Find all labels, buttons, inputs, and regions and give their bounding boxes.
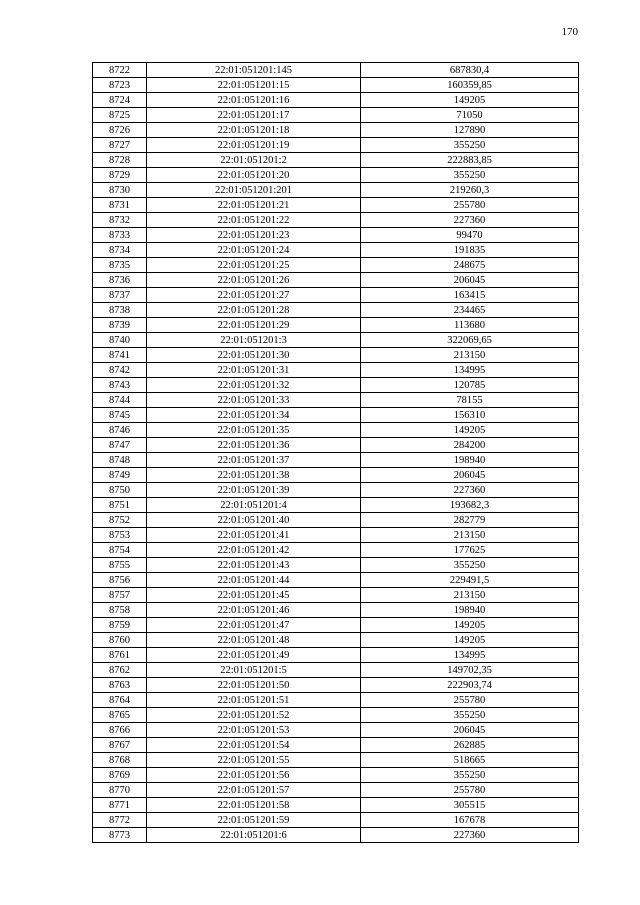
cadastral-number-cell: 22:01:051201:5 xyxy=(147,663,361,678)
row-number-cell: 8757 xyxy=(93,588,147,603)
cadastral-number-cell: 22:01:051201:46 xyxy=(147,603,361,618)
cadastral-number-cell: 22:01:051201:17 xyxy=(147,108,361,123)
cadastral-number-cell: 22:01:051201:49 xyxy=(147,648,361,663)
value-cell: 149205 xyxy=(361,93,579,108)
cadastral-number-cell: 22:01:051201:28 xyxy=(147,303,361,318)
value-cell: 262885 xyxy=(361,738,579,753)
cadastral-number-cell: 22:01:051201:43 xyxy=(147,558,361,573)
value-cell: 355250 xyxy=(361,168,579,183)
table-row xyxy=(93,423,579,438)
table-row xyxy=(93,783,579,798)
row-number-cell: 8739 xyxy=(93,318,147,333)
table-row xyxy=(93,483,579,498)
table-row xyxy=(93,168,579,183)
value-cell: 149702,35 xyxy=(361,663,579,678)
row-number-cell: 8753 xyxy=(93,528,147,543)
row-number-cell: 8756 xyxy=(93,573,147,588)
row-number-cell: 8760 xyxy=(93,633,147,648)
value-cell: 213150 xyxy=(361,588,579,603)
cadastral-number-cell: 22:01:051201:34 xyxy=(147,408,361,423)
cadastral-number-cell: 22:01:051201:59 xyxy=(147,813,361,828)
row-number-cell: 8741 xyxy=(93,348,147,363)
cadastral-number-cell: 22:01:051201:31 xyxy=(147,363,361,378)
value-cell: 71050 xyxy=(361,108,579,123)
table-row xyxy=(93,768,579,783)
table-row xyxy=(93,318,579,333)
cadastral-number-cell: 22:01:051201:58 xyxy=(147,798,361,813)
table-row xyxy=(93,618,579,633)
row-number-cell: 8743 xyxy=(93,378,147,393)
value-cell: 284200 xyxy=(361,438,579,453)
value-cell: 355250 xyxy=(361,768,579,783)
cadastral-number-cell: 22:01:051201:2 xyxy=(147,153,361,168)
row-number-cell: 8740 xyxy=(93,333,147,348)
value-cell: 163415 xyxy=(361,288,579,303)
page-number: 170 xyxy=(561,26,578,38)
cadastral-number-cell: 22:01:051201:18 xyxy=(147,123,361,138)
value-cell: 213150 xyxy=(361,528,579,543)
cadastral-number-cell: 22:01:051201:47 xyxy=(147,618,361,633)
table-row xyxy=(93,633,579,648)
row-number-cell: 8770 xyxy=(93,783,147,798)
table-row xyxy=(93,438,579,453)
row-number-cell: 8767 xyxy=(93,738,147,753)
row-number-cell: 8771 xyxy=(93,798,147,813)
row-number-cell: 8755 xyxy=(93,558,147,573)
table-row xyxy=(93,528,579,543)
cadastral-number-cell: 22:01:051201:25 xyxy=(147,258,361,273)
value-cell: 127890 xyxy=(361,123,579,138)
cadastral-number-cell: 22:01:051201:21 xyxy=(147,198,361,213)
cadastral-number-cell: 22:01:051201:36 xyxy=(147,438,361,453)
cadastral-number-cell: 22:01:051201:30 xyxy=(147,348,361,363)
table-row xyxy=(93,813,579,828)
row-number-cell: 8742 xyxy=(93,363,147,378)
value-cell: 229491,5 xyxy=(361,573,579,588)
cadastral-number-cell: 22:01:051201:22 xyxy=(147,213,361,228)
cadastral-number-cell: 22:01:051201:38 xyxy=(147,468,361,483)
row-number-cell: 8754 xyxy=(93,543,147,558)
row-number-cell: 8736 xyxy=(93,273,147,288)
table-row xyxy=(93,828,579,843)
row-number-cell: 8765 xyxy=(93,708,147,723)
table-row xyxy=(93,243,579,258)
value-cell: 177625 xyxy=(361,543,579,558)
value-cell: 149205 xyxy=(361,633,579,648)
cadastral-number-cell: 22:01:051201:201 xyxy=(147,183,361,198)
row-number-cell: 8727 xyxy=(93,138,147,153)
table-row xyxy=(93,348,579,363)
value-cell: 167678 xyxy=(361,813,579,828)
table-row xyxy=(93,663,579,678)
cadastral-number-cell: 22:01:051201:20 xyxy=(147,168,361,183)
cadastral-number-cell: 22:01:051201:4 xyxy=(147,498,361,513)
cadastral-number-cell: 22:01:051201:39 xyxy=(147,483,361,498)
table-row xyxy=(93,213,579,228)
row-number-cell: 8738 xyxy=(93,303,147,318)
cadastral-number-cell: 22:01:051201:37 xyxy=(147,453,361,468)
cadastral-number-cell: 22:01:051201:41 xyxy=(147,528,361,543)
value-cell: 198940 xyxy=(361,603,579,618)
row-number-cell: 8752 xyxy=(93,513,147,528)
table-row xyxy=(93,273,579,288)
row-number-cell: 8731 xyxy=(93,198,147,213)
value-cell: 120785 xyxy=(361,378,579,393)
row-number-cell: 8737 xyxy=(93,288,147,303)
cadastral-number-cell: 22:01:051201:57 xyxy=(147,783,361,798)
cadastral-number-cell: 22:01:051201:19 xyxy=(147,138,361,153)
row-number-cell: 8728 xyxy=(93,153,147,168)
table-row xyxy=(93,588,579,603)
cadastral-number-cell: 22:01:051201:42 xyxy=(147,543,361,558)
value-cell: 222903,74 xyxy=(361,678,579,693)
row-number-cell: 8763 xyxy=(93,678,147,693)
row-number-cell: 8730 xyxy=(93,183,147,198)
cadastral-number-cell: 22:01:051201:32 xyxy=(147,378,361,393)
table-row xyxy=(93,228,579,243)
row-number-cell: 8747 xyxy=(93,438,147,453)
row-number-cell: 8724 xyxy=(93,93,147,108)
table-row xyxy=(93,63,579,78)
table-row xyxy=(93,453,579,468)
table-row xyxy=(93,303,579,318)
value-cell: 99470 xyxy=(361,228,579,243)
row-number-cell: 8768 xyxy=(93,753,147,768)
table-body xyxy=(93,63,579,843)
cadastral-number-cell: 22:01:051201:3 xyxy=(147,333,361,348)
cadastral-number-cell: 22:01:051201:40 xyxy=(147,513,361,528)
cadastral-number-cell: 22:01:051201:44 xyxy=(147,573,361,588)
value-cell: 234465 xyxy=(361,303,579,318)
value-cell: 206045 xyxy=(361,273,579,288)
row-number-cell: 8751 xyxy=(93,498,147,513)
value-cell: 305515 xyxy=(361,798,579,813)
value-cell: 149205 xyxy=(361,618,579,633)
value-cell: 227360 xyxy=(361,483,579,498)
row-number-cell: 8761 xyxy=(93,648,147,663)
table-row xyxy=(93,678,579,693)
cadastral-number-cell: 22:01:051201:45 xyxy=(147,588,361,603)
value-cell: 78155 xyxy=(361,393,579,408)
table-row xyxy=(93,798,579,813)
row-number-cell: 8758 xyxy=(93,603,147,618)
cadastral-number-cell: 22:01:051201:55 xyxy=(147,753,361,768)
row-number-cell: 8729 xyxy=(93,168,147,183)
row-number-cell: 8748 xyxy=(93,453,147,468)
table-row xyxy=(93,693,579,708)
table-row xyxy=(93,93,579,108)
cadastral-number-cell: 22:01:051201:23 xyxy=(147,228,361,243)
value-cell: 255780 xyxy=(361,783,579,798)
table-row xyxy=(93,198,579,213)
row-number-cell: 8749 xyxy=(93,468,147,483)
value-cell: 149205 xyxy=(361,423,579,438)
table-row xyxy=(93,183,579,198)
value-cell: 134995 xyxy=(361,363,579,378)
value-cell: 518665 xyxy=(361,753,579,768)
row-number-cell: 8735 xyxy=(93,258,147,273)
table-row xyxy=(93,558,579,573)
table-row xyxy=(93,573,579,588)
table-row xyxy=(93,258,579,273)
row-number-cell: 8732 xyxy=(93,213,147,228)
row-number-cell: 8725 xyxy=(93,108,147,123)
row-number-cell: 8723 xyxy=(93,78,147,93)
row-number-cell: 8764 xyxy=(93,693,147,708)
value-cell: 355250 xyxy=(361,708,579,723)
row-number-cell: 8769 xyxy=(93,768,147,783)
cadastral-number-cell: 22:01:051201:53 xyxy=(147,723,361,738)
table-row xyxy=(93,78,579,93)
table-row xyxy=(93,603,579,618)
value-cell: 227360 xyxy=(361,828,579,843)
cadastral-number-cell: 22:01:051201:27 xyxy=(147,288,361,303)
value-cell: 248675 xyxy=(361,258,579,273)
cadastral-number-cell: 22:01:051201:6 xyxy=(147,828,361,843)
value-cell: 322069,65 xyxy=(361,333,579,348)
table-row xyxy=(93,708,579,723)
value-cell: 160359,85 xyxy=(361,78,579,93)
table-row xyxy=(93,468,579,483)
value-cell: 219260,3 xyxy=(361,183,579,198)
table-row xyxy=(93,543,579,558)
row-number-cell: 8733 xyxy=(93,228,147,243)
table-row xyxy=(93,363,579,378)
table-row xyxy=(93,513,579,528)
table-row xyxy=(93,393,579,408)
value-cell: 213150 xyxy=(361,348,579,363)
value-cell: 191835 xyxy=(361,243,579,258)
row-number-cell: 8766 xyxy=(93,723,147,738)
table-row xyxy=(93,108,579,123)
value-cell: 198940 xyxy=(361,453,579,468)
cadastral-number-cell: 22:01:051201:15 xyxy=(147,78,361,93)
cadastral-number-cell: 22:01:051201:54 xyxy=(147,738,361,753)
row-number-cell: 8762 xyxy=(93,663,147,678)
row-number-cell: 8772 xyxy=(93,813,147,828)
row-number-cell: 8722 xyxy=(93,63,147,78)
table-row xyxy=(93,378,579,393)
value-cell: 355250 xyxy=(361,558,579,573)
value-cell: 255780 xyxy=(361,693,579,708)
table-row xyxy=(93,738,579,753)
cadastral-number-cell: 22:01:051201:50 xyxy=(147,678,361,693)
cadastral-number-cell: 22:01:051201:16 xyxy=(147,93,361,108)
cadastral-number-cell: 22:01:051201:51 xyxy=(147,693,361,708)
value-cell: 355250 xyxy=(361,138,579,153)
table-row xyxy=(93,648,579,663)
cadastral-number-cell: 22:01:051201:26 xyxy=(147,273,361,288)
value-cell: 255780 xyxy=(361,198,579,213)
cadastral-number-cell: 22:01:051201:35 xyxy=(147,423,361,438)
cadastral-number-cell: 22:01:051201:33 xyxy=(147,393,361,408)
row-number-cell: 8726 xyxy=(93,123,147,138)
cadastral-number-cell: 22:01:051201:145 xyxy=(147,63,361,78)
value-cell: 113680 xyxy=(361,318,579,333)
row-number-cell: 8734 xyxy=(93,243,147,258)
cadastral-value-table xyxy=(92,62,579,843)
cadastral-number-cell: 22:01:051201:48 xyxy=(147,633,361,648)
value-cell: 687830,4 xyxy=(361,63,579,78)
table-row xyxy=(93,138,579,153)
table-row xyxy=(93,408,579,423)
row-number-cell: 8750 xyxy=(93,483,147,498)
value-cell: 227360 xyxy=(361,213,579,228)
row-number-cell: 8773 xyxy=(93,828,147,843)
row-number-cell: 8744 xyxy=(93,393,147,408)
cadastral-number-cell: 22:01:051201:24 xyxy=(147,243,361,258)
cadastral-number-cell: 22:01:051201:29 xyxy=(147,318,361,333)
value-cell: 156310 xyxy=(361,408,579,423)
table-row xyxy=(93,288,579,303)
value-cell: 206045 xyxy=(361,723,579,738)
value-cell: 206045 xyxy=(361,468,579,483)
value-cell: 222883,85 xyxy=(361,153,579,168)
table-row xyxy=(93,753,579,768)
value-cell: 282779 xyxy=(361,513,579,528)
table-row xyxy=(93,153,579,168)
row-number-cell: 8745 xyxy=(93,408,147,423)
table-row xyxy=(93,333,579,348)
value-cell: 134995 xyxy=(361,648,579,663)
row-number-cell: 8746 xyxy=(93,423,147,438)
table-row xyxy=(93,123,579,138)
table-row xyxy=(93,498,579,513)
value-cell: 193682,3 xyxy=(361,498,579,513)
cadastral-number-cell: 22:01:051201:52 xyxy=(147,708,361,723)
row-number-cell: 8759 xyxy=(93,618,147,633)
cadastral-number-cell: 22:01:051201:56 xyxy=(147,768,361,783)
table-row xyxy=(93,723,579,738)
